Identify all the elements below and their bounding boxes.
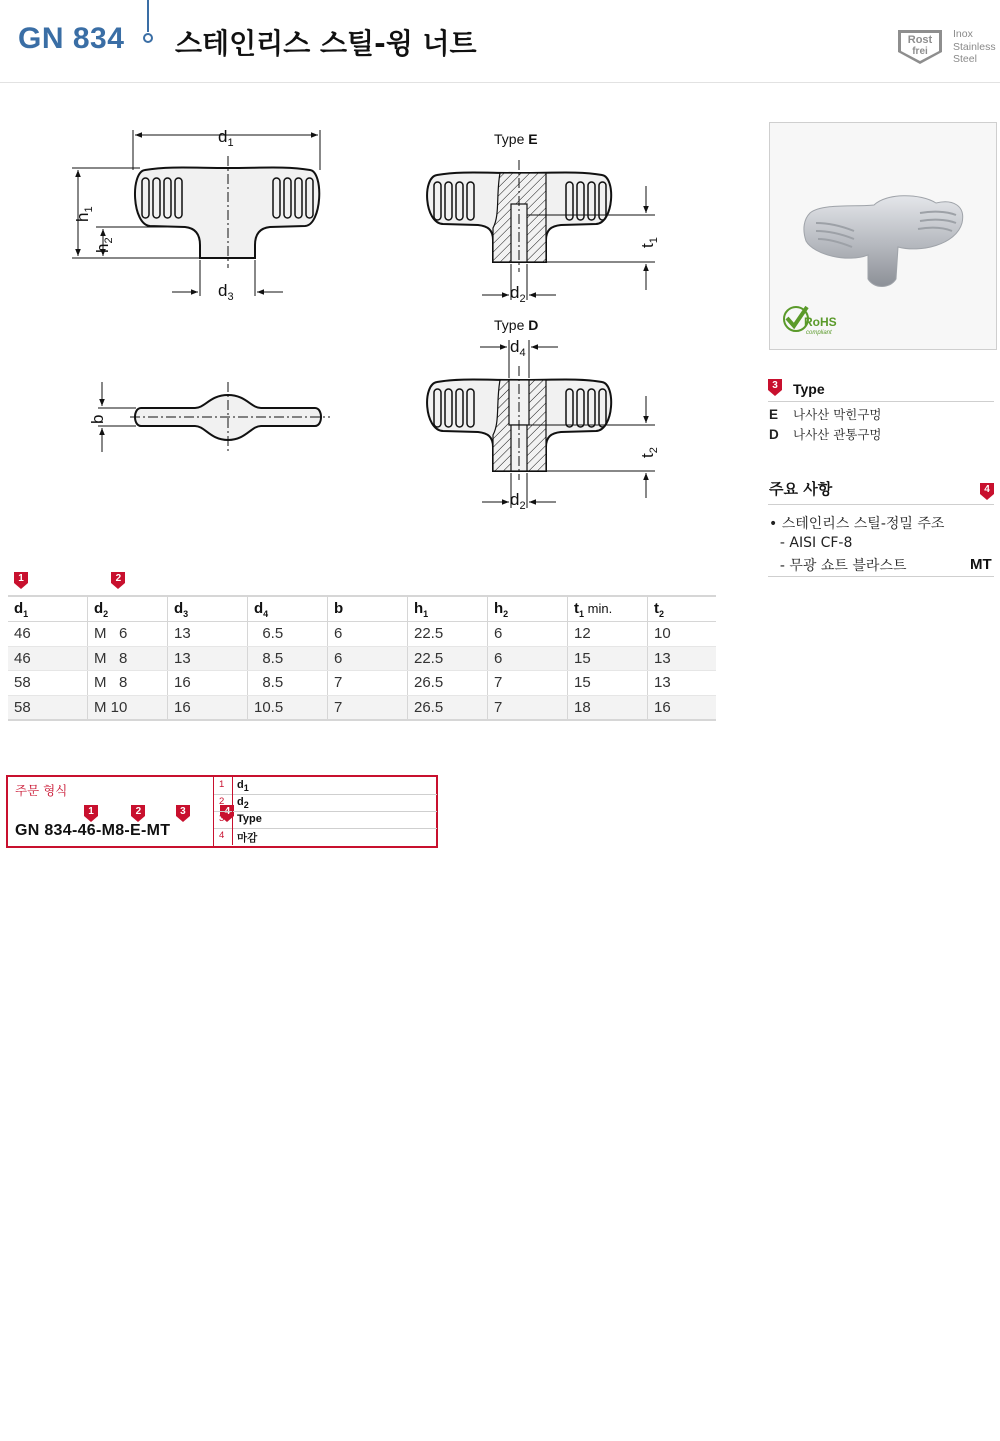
material-line: Inox (953, 28, 973, 40)
material-line: Steel (953, 53, 977, 65)
table-cell: 10 (648, 622, 717, 647)
table-row (8, 646, 716, 671)
table-cell: 16 (168, 695, 248, 720)
svg-text:h1: $h_1$ (73, 206, 95, 222)
dim-label: b (88, 414, 107, 424)
feature-item: - AISI CF-8 (771, 535, 853, 551)
marker-badge-icon (176, 805, 190, 822)
feature-item: - 무광 쇼트 블라스트 (771, 558, 907, 574)
table-cell: 7 (328, 671, 408, 696)
table-cell: M 8 (88, 671, 168, 696)
col-header: $d_4$ (248, 596, 328, 622)
header-divider-dot (143, 33, 153, 43)
table-cell: 13 (168, 622, 248, 647)
table-cell: 15 (568, 671, 648, 696)
col-header: $d_3$ (168, 596, 248, 622)
table-cell: 7 (488, 671, 568, 696)
table-cell: 46 (8, 646, 88, 671)
dim-label: d (510, 283, 520, 302)
marker-badge-icon (14, 572, 28, 589)
type-d-caption (494, 317, 538, 333)
dimensions-table (8, 595, 716, 721)
front-view (135, 156, 319, 268)
order-key (213, 777, 437, 846)
type-e-label: Type (494, 131, 525, 147)
table-cell: 7 (328, 695, 408, 720)
table-cell: 15 (568, 646, 648, 671)
order-key-row: 1 $d_1$ (214, 777, 437, 795)
marker-badge-icon (980, 483, 994, 500)
table-cell: M 6 (88, 622, 168, 647)
technical-drawing (0, 100, 740, 530)
dim-label: t (638, 243, 657, 248)
logo-line-1: EDELSTAHL (908, 26, 932, 31)
type-row (769, 405, 882, 423)
type-code: D (769, 427, 779, 442)
feature-item: • 스테인리스 스틸-정밀 주조 (769, 516, 945, 532)
type-d-label: Type (494, 317, 525, 333)
dim-label: h (73, 212, 92, 222)
features-header (768, 478, 994, 505)
table-cell: 6 (488, 646, 568, 671)
header-divider (147, 0, 149, 32)
badge-number: 3 (180, 806, 186, 817)
badge-number: 2 (135, 806, 142, 817)
table-cell: 16 (168, 671, 248, 696)
table-cell: 58 (8, 695, 88, 720)
material-line: Stainless (953, 40, 996, 53)
table-row (8, 671, 716, 696)
table-cell: 16 (648, 695, 717, 720)
table-cell: M 8 (88, 646, 168, 671)
dim-label: t (638, 453, 657, 458)
table-cell: 12 (568, 622, 648, 647)
svg-text:d3: $d_3$ (218, 281, 234, 303)
dim-label: d (218, 127, 228, 146)
table-cell: 10.5 (248, 695, 328, 720)
product-code: GN 834 (18, 22, 125, 55)
table-cell: 13 (648, 671, 717, 696)
product-title: 스테인리스 스틸-윙 너트 (175, 27, 477, 60)
table-header-row (8, 596, 716, 622)
features-divider (768, 576, 994, 577)
rohs-badge (784, 307, 837, 336)
order-label: 주문 형식 (15, 783, 68, 798)
table-cell: 26.5 (408, 671, 488, 696)
type-e-caption (494, 131, 538, 147)
product-photo (769, 122, 997, 350)
table-cell: 58 (8, 671, 88, 696)
rohs-text: RoHS (804, 315, 837, 329)
marker-badge-icon (131, 805, 145, 822)
dim-label: d (218, 281, 228, 300)
table-cell: 22.5 (408, 622, 488, 647)
svg-text:d1: $d_1$ (218, 127, 234, 149)
col-header: $t_1$ min. (568, 596, 648, 622)
order-key-row: 3 Type (214, 811, 437, 829)
order-example-box (6, 775, 438, 848)
rostfrei-logo (896, 26, 944, 71)
svg-text:t2: $t_2$ (638, 447, 660, 458)
table-cell: 6 (328, 646, 408, 671)
table-cell: M 10 (88, 695, 168, 720)
badge-number: 4 (224, 806, 231, 817)
logo-line-3: frei (912, 46, 928, 57)
table-cell: 8.5 (248, 671, 328, 696)
order-code: GN 834-46-M8-E-MT (15, 822, 171, 839)
order-key-row: 4 마감 (219, 830, 258, 844)
table-cell: 8.5 (248, 646, 328, 671)
type-e-code: E (528, 131, 538, 147)
svg-text:d2: $d_2$ (510, 490, 526, 512)
type-section-title: Type (793, 381, 825, 397)
type-section-header (768, 379, 994, 402)
logo-line-2: Rost (907, 34, 933, 46)
badge-number: 4 (984, 484, 990, 495)
col-header: $h_1$ (408, 596, 488, 622)
svg-text:h2: $h_2$ (93, 237, 115, 253)
marker-badge-icon (111, 572, 125, 589)
badge-number: 3 (772, 380, 778, 391)
table-cell: 26.5 (408, 695, 488, 720)
finish-code: MT (970, 556, 992, 573)
rohs-subtext: compliant (806, 330, 832, 336)
top-view (130, 382, 330, 452)
type-e-view (427, 160, 611, 272)
type-d-view (427, 366, 611, 480)
dim-label: d (510, 490, 520, 509)
badge-number: 1 (18, 573, 24, 584)
svg-text:d2: $d_2$ (510, 283, 526, 305)
features-title: 주요 사항 (769, 480, 833, 498)
material-label (953, 28, 996, 66)
col-header: $t_2$ (648, 596, 717, 622)
type-desc: 나사산 막힌구멍 (793, 407, 882, 422)
col-header: $d_1$ (8, 596, 88, 622)
badge-number: 2 (115, 573, 122, 584)
table-row (8, 622, 716, 647)
table-cell: 13 (648, 646, 717, 671)
type-code: E (769, 407, 779, 422)
table-cell: 18 (568, 695, 648, 720)
dim-label: d (510, 337, 520, 356)
table-cell: 13 (168, 646, 248, 671)
marker-badge-icon (768, 379, 782, 396)
col-header: $h_2$ (488, 596, 568, 622)
svg-text:d4: $d_4$ (510, 337, 526, 359)
table-cell: 6.5 (248, 622, 328, 647)
table-cell: 6 (328, 622, 408, 647)
svg-text:t1: $t_1$ (638, 237, 660, 248)
type-desc: 나사산 관통구멍 (793, 427, 882, 442)
col-header: $d_2$ (88, 596, 168, 622)
order-key-row: 2 $d_2$ (214, 794, 437, 812)
table-cell: 6 (488, 622, 568, 647)
type-row (769, 425, 882, 443)
col-header: b (328, 596, 408, 622)
marker-badge-icon (84, 805, 98, 822)
type-d-code: D (528, 317, 539, 333)
table-cell: 22.5 (408, 646, 488, 671)
badge-number: 1 (88, 806, 94, 817)
table-cell: 46 (8, 622, 88, 647)
table-cell: 7 (488, 695, 568, 720)
table-row (8, 695, 716, 720)
dim-label: h (93, 243, 112, 253)
